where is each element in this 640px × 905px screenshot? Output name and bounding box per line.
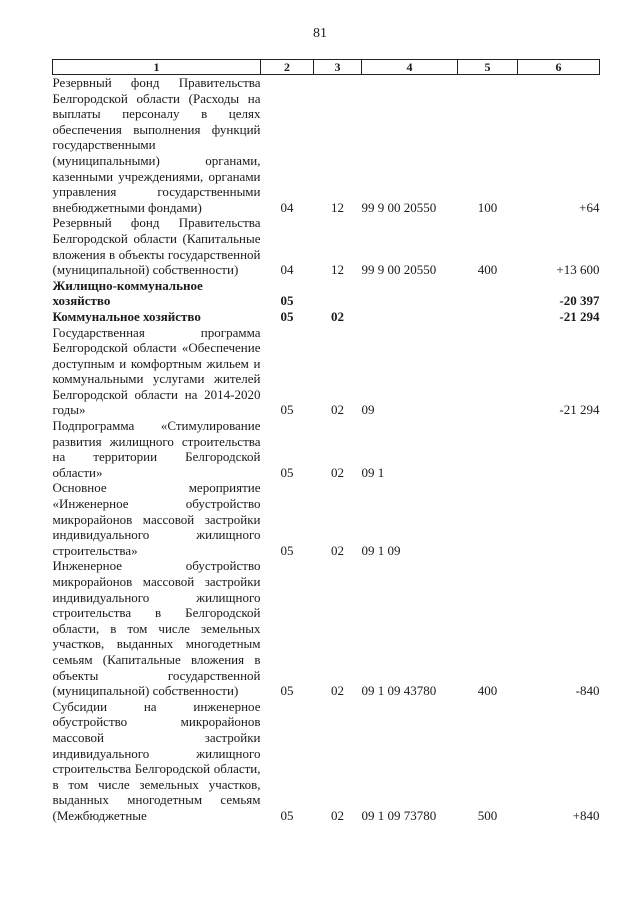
row-subsection: 02	[331, 807, 344, 823]
row-amount: -21 294	[559, 402, 600, 418]
row-expense-type: 400	[477, 262, 498, 278]
row-amount: -840	[575, 683, 600, 699]
row-target-article: 99 9 00 20550	[361, 262, 437, 278]
table-row	[53, 558, 600, 698]
header-col-6: 6	[518, 60, 600, 75]
row-expense-type	[458, 309, 518, 325]
row-amount: -20 397	[559, 293, 600, 309]
header-col-4: 4	[362, 60, 458, 75]
row-subsection	[314, 278, 362, 309]
header-col-3: 3	[314, 60, 362, 75]
header-col-5: 5	[458, 60, 518, 75]
row-amount: +13 600	[556, 262, 600, 278]
row-expense-type	[458, 480, 518, 558]
page-number: 81	[313, 26, 327, 41]
header-row	[53, 60, 600, 75]
row-description: Жилищно-коммунальное хозяйство	[52, 277, 203, 309]
row-target-article: 09 1 09	[361, 542, 401, 558]
row-description: Основное мероприятие «Инженерное обустройство микрорайонов массовой застройки индивидуального жилищного строительства»	[52, 480, 261, 558]
row-description: Коммунальное хозяйство	[52, 308, 201, 324]
table-row	[53, 325, 600, 419]
row-amount: +840	[572, 807, 600, 823]
row-description: Резервный фонд Правительства Белгородской области (Капитальные вложения в объекты государственной (муниципальной) собственности)	[52, 215, 261, 278]
budget-table	[52, 59, 600, 824]
row-subsection: 02	[331, 542, 344, 558]
row-amount	[518, 480, 600, 558]
row-expense-type: 100	[477, 199, 498, 215]
row-target-article	[362, 309, 458, 325]
row-section: 05	[280, 308, 294, 324]
row-expense-type	[458, 278, 518, 309]
row-target-article: 09 1 09 43780	[361, 683, 437, 699]
row-section: 05	[280, 402, 294, 418]
row-target-article: 09	[361, 402, 375, 418]
row-target-article: 99 9 00 20550	[361, 199, 437, 215]
row-description: Резервный фонд Правительства Белгородской области (Расходы на выплаты персоналу в целях обеспечения выполнения функций государственными (муниципальными) органами, казенными учреждениями, органами управления государственными внебюджетными фондами)	[52, 75, 261, 215]
row-subsection: 02	[331, 464, 344, 480]
row-description: Субсидии на инженерное обустройство микрорайонов массовой застройки индивидуального жилищного строительства Белгородской области, в том числе земельных участков, выданных многодетным семьям (Межбюджетные	[52, 698, 261, 823]
row-expense-type: 500	[477, 807, 498, 823]
row-expense-type	[458, 418, 518, 480]
row-section: 05	[280, 464, 294, 480]
row-amount: +64	[579, 199, 600, 215]
row-description: Инженерное обустройство микрорайонов массовой застройки индивидуального жилищного строительства в Белгородской области, в том числе земельных участков, выданных многодетным семьям (Капитальные вложения в объекты государственной (муниципальной) собственности)	[52, 558, 261, 699]
row-section: 05	[280, 293, 294, 309]
row-description: Государственная программа Белгородской области «Обеспечение доступным и комфортным жильем и коммунальными услугами жителей Белгородской области на 2014-2020 годы»	[52, 324, 261, 418]
row-target-article: 09 1	[361, 464, 385, 480]
row-amount: -21 294	[559, 308, 600, 324]
row-section: 05	[280, 807, 294, 823]
row-subsection: 02	[331, 402, 344, 418]
header-col-2: 2	[261, 60, 314, 75]
table-row	[53, 215, 600, 277]
row-section: 05	[280, 683, 294, 699]
row-subsection: 02	[331, 308, 344, 324]
row-section: 04	[280, 199, 294, 215]
row-section: 05	[280, 542, 294, 558]
row-section: 04	[280, 262, 294, 278]
row-expense-type	[458, 325, 518, 419]
row-description: Подпрограмма «Стимулирование развития жилищного строительства на территории Белгородской области»	[52, 418, 261, 480]
table-row	[53, 278, 600, 309]
table-row	[53, 418, 600, 480]
row-subsection: 02	[331, 683, 344, 699]
table-row	[53, 75, 600, 216]
row-target-article: 09 1 09 73780	[361, 807, 437, 823]
row-subsection: 12	[331, 262, 344, 278]
header-col-1: 1	[53, 60, 261, 75]
table-row	[53, 699, 600, 824]
row-target-article	[362, 278, 458, 309]
row-amount	[518, 418, 600, 480]
row-expense-type: 400	[477, 683, 498, 699]
row-subsection: 12	[331, 199, 344, 215]
table-row	[53, 480, 600, 558]
table-row	[53, 309, 600, 325]
